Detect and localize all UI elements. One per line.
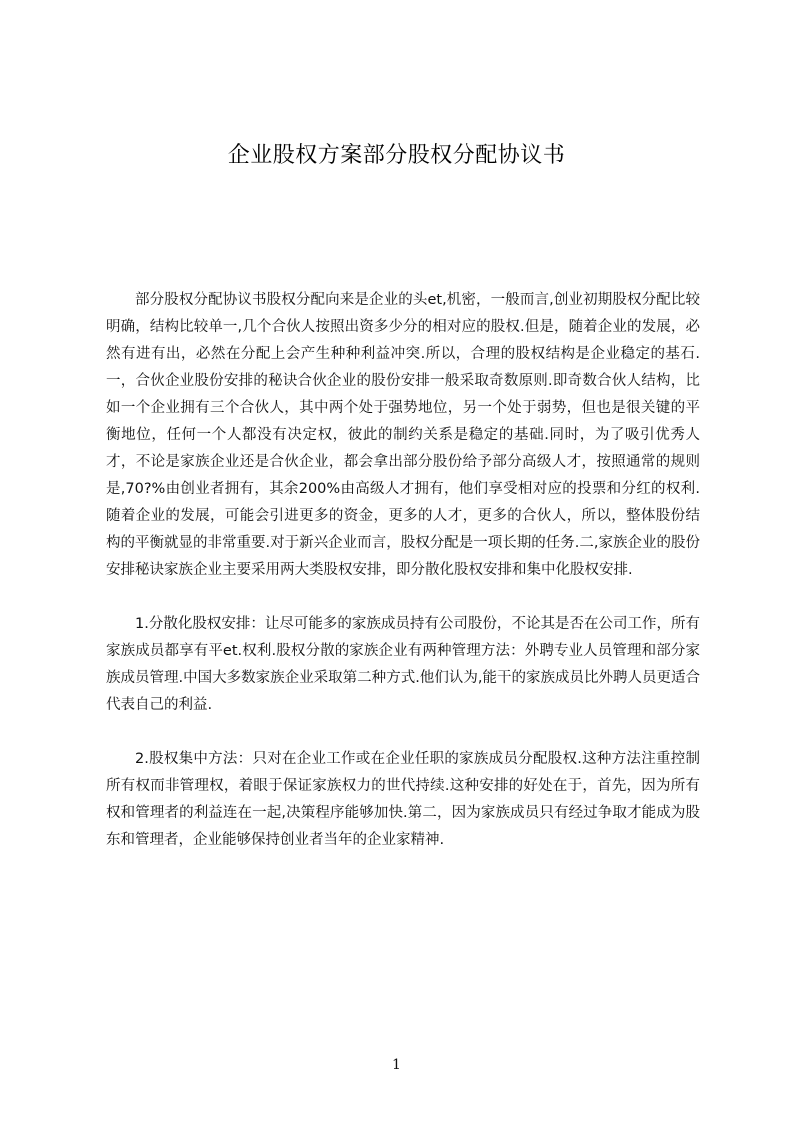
document-title: 企业股权方案部分股权分配协议书 <box>227 143 566 168</box>
paragraph-dispersed-ownership: 1.分散化股权安排：让尽可能多的家族成员持有公司股份，不论其是否在公司工作，所有家族成员都享有平et.权利.股权分散的家族企业有两种管理方法：外聘专业人员管理和部分家族成员管理.中国大多数家族企业采取第二种方式.他们认为,能干的家族成员比外聘人员更适合代表自己的利益. <box>106 616 700 713</box>
page-number: 1 <box>392 1057 401 1073</box>
paragraph-concentrated-ownership: 2.股权集中方法：只对在企业工作或在企业任职的家族成员分配股权.这种方法注重控制所有权而非管理权，着眼于保证家族权力的世代持续.这种安排的好处在于，首先，因为所有权和管理者的利益连在一起,决策程序能够加快.第二，因为家族成员只有经过争取才能成为股东和管理者，企业能够保持创业者当年的企业家精神. <box>106 751 700 848</box>
document-body <box>106 287 700 854</box>
paragraph-intro: 部分股权分配协议书股权分配向来是企业的头et,机密，一般而言,创业初期股权分配比较明确，结构比较单一,几个合伙人按照出资多少分的相对应的股权.但是，随着企业的发展，必然有进有出，必然在分配上会产生种种利益冲突.所以，合理的股权结构是企业稳定的基石.一，合伙企业股份安排的秘诀合伙企业的股份安排一般采取奇数原则.即奇数合伙人结构，比如一个企业拥有三个合伙人，其中两个处于强势地位，另一个处于弱势，但也是很关键的平衡地位，任何一个人都没有决定权，彼此的制约关系是稳定的基础.同时，为了吸引优秀人才，不论是家族企业还是合伙企业，都会拿出部分股份给予部分高级人才，按照通常的规则是,70?%由创业者拥有，其余200%由高级人才拥有，他们享受相对应的投票和分红的权利.随着企业的发展，可能会引进更多的资金，更多的人才，更多的合伙人，所以，整体股份结构的平衡就显的非常重要.对于新兴企业而言，股权分配是一项长期的任务.二,家族企业的股份安排秘诀家族企业主要采用两大类股权安排，即分散化股权安排和集中化股权安排. <box>106 292 700 578</box>
